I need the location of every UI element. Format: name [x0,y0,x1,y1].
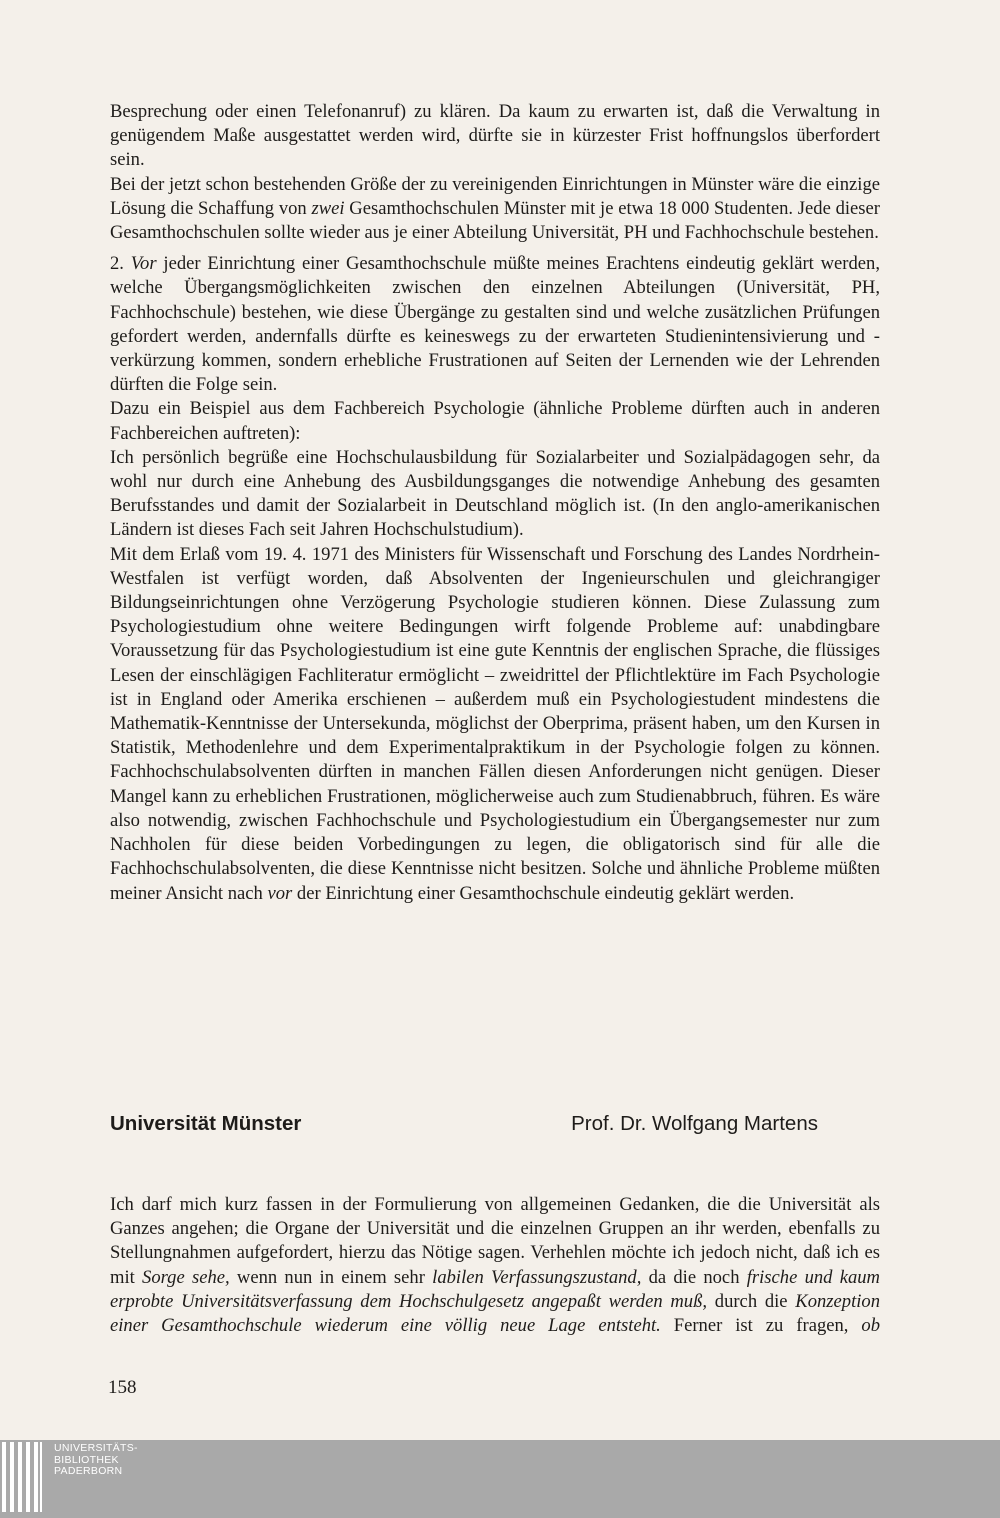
library-footer-bar [0,1440,1000,1518]
paragraph-text: Ich darf mich kurz fassen in der Formulierung von allgemeinen Gedanken, die die Universität als Ganzes angehen; die Organe der Universität und die einzelnen Gruppen an ihr werden, ebenfalls zu Stellungnahmen aufgefordert, hierzu das Nötige sagen. Verhehlen möchte ich jedoch nicht, daß ich es mit [110,1194,880,1288]
paragraph-text: wenn nun in einem sehr [229,1266,433,1288]
emphasis-text: labilen Verfassungszustand, [432,1266,642,1288]
emphasis-text: Sorge sehe, [142,1266,230,1288]
library-name-line: PADERBORN [54,1465,123,1477]
library-logo-icon [0,1442,46,1518]
paragraph-text: 2. [110,253,131,275]
paragraph [110,252,880,397]
paragraph-text: durch die [707,1290,796,1312]
paragraph-text: Mit dem Erlaß vom 19. 4. 1971 des Ministers für Wissenschaft und Forschung des Landes Nordrhein-Westfalen ist verfügt worden, daß Absolventen der Ingenieurschulen und gleichrangiger Bildungseinrichtungen ohne Verzögerung Psychologie studieren können. Diese Zulassung zum Psychologiestudium ohne weitere Bedingungen wirft folgende Probleme auf: unabdingbare Voraussetzung für das Psychologiestudium ist eine gute Kenntnis der englischen Sprache, die flüssiges Lesen der einschlägigen Fachliteratur ermöglicht – zweidrittel der Pflichtlektüre im Fach Psychologie ist in England oder Amerika erschienen – außerdem muß ein Psychologiestudent mindestens die Mathematik-Kenntnisse der Untersekunda, möglichst der Oberprima, präsent haben, um den Kursen in Statistik, Methodenlehre und dem Experimentalpraktikum in der Psychologie folgen zu können. Fachhochschulabsolventen dürften in manchen Fällen diesen Anforderungen nicht genügen. Dieser Mangel kann zu erheblichen Frustrationen, möglicherweise auch zum Studienabbruch, führen. Es wäre also notwendig, zwischen Fachhochschule und Psychologiestudium ein Übergangsemester nur zum Nachholen für diese beiden Vorbedingungen zu legen, die obligatorisch sind für alle die Fachhochschulabsolventen, die diese Kenntnisse nicht besitzen. Solche und ähnliche Probleme müßten meiner Ansicht nach [110,543,880,904]
emphasis-text: frische und kaum erprobte Universitätsverfassung dem Hochschulgesetz angepaßt werden muß, [110,1266,880,1312]
paragraph-text: der Einrichtung einer Gesamthochschule eindeutig geklärt werden. [292,882,795,904]
paragraph-text: Dazu ein Beispiel aus dem Fachbereich Psychologie (ähnliche Probleme dürften auch in anderen Fachbereichen auftreten): [110,398,880,444]
paragraph [110,446,880,543]
section-author: Prof. Dr. Wolfgang Martens [571,1112,818,1135]
paragraph [110,1193,880,1338]
body-text-bottom [110,1193,880,1338]
emphasis-text: ob [861,1315,880,1337]
paragraph-text: Gesamthochschulen Münster mit je etwa 18 000 Studenten. Jede dieser Gesamthochschulen sollte wieder aus je einer Abteilung Universität, PH und Fachhochschule bestehen. [110,197,880,244]
section-heading [110,1112,818,1136]
paragraph [110,100,880,173]
paragraph [110,173,880,246]
paragraph-text: Ferner ist zu fragen, [660,1315,862,1337]
emphasis-text: Vor [130,253,157,275]
paragraph-text: Ich persönlich begrüße eine Hochschulausbildung für Sozialarbeiter und Sozialpädagogen sehr, da wohl nur durch eine Anhebung des Ausbildungsganges die notwendige Anhebung des gesamten Berufsstandes und damit der Sozialarbeit in Deutschland möglich ist. (In den anglo-amerikanischen Ländern ist dieses Fach seit Jahren Hochschulstudium). [110,446,880,541]
section-institution: Universität Münster [110,1112,302,1135]
library-name-line: BIBLIOTHEK [54,1453,119,1466]
paragraph [110,543,880,906]
paragraph-text: jeder Einrichtung einer Gesamthochschule müßte meines Erachtens eindeutig geklärt werden, welche Übergangsmöglichkeiten zwischen den einzelnen Abteilungen (Universität, PH, Fachhochschule) bestehen, wie diese Übergänge zu gestalten sind und welche zusätzlichen Prüfungen gefordert werden, andernfalls dürfte es keineswegs zu der erwarteten Studienintensivierung und -verkürzung kommen, sondern erhebliche Frustrationen auf Seiten der Lernenden wie der Lehrenden dürften die Folge sein. [110,253,880,396]
library-name-line: UNIVERSITÄTS- [54,1442,138,1454]
paragraph-text: da die noch [641,1266,747,1288]
body-text-top [110,100,880,906]
paragraph-text: Bei der jetzt schon bestehenden Größe der zu vereinigenden Einrichtungen in Münster wäre die einzige Lösung die Schaffung von [110,173,880,219]
emphasis-text: vor [267,882,293,904]
emphasis-text: Konzeption einer Gesamthochschule wiederum eine völlig neue Lage entsteht. [110,1290,881,1337]
emphasis-text: zwei [311,197,345,219]
library-name [54,1443,138,1478]
page-number: 158 [108,1377,137,1398]
paragraph-text: Besprechung oder einen Telefonanruf) zu klären. Da kaum zu erwarten ist, daß die Verwaltung in genügendem Maße ausgestattet werden wird, dürfte sie in kürzester Frist hoffnungslos überfordert sein. [110,101,880,171]
paragraph [110,397,880,445]
